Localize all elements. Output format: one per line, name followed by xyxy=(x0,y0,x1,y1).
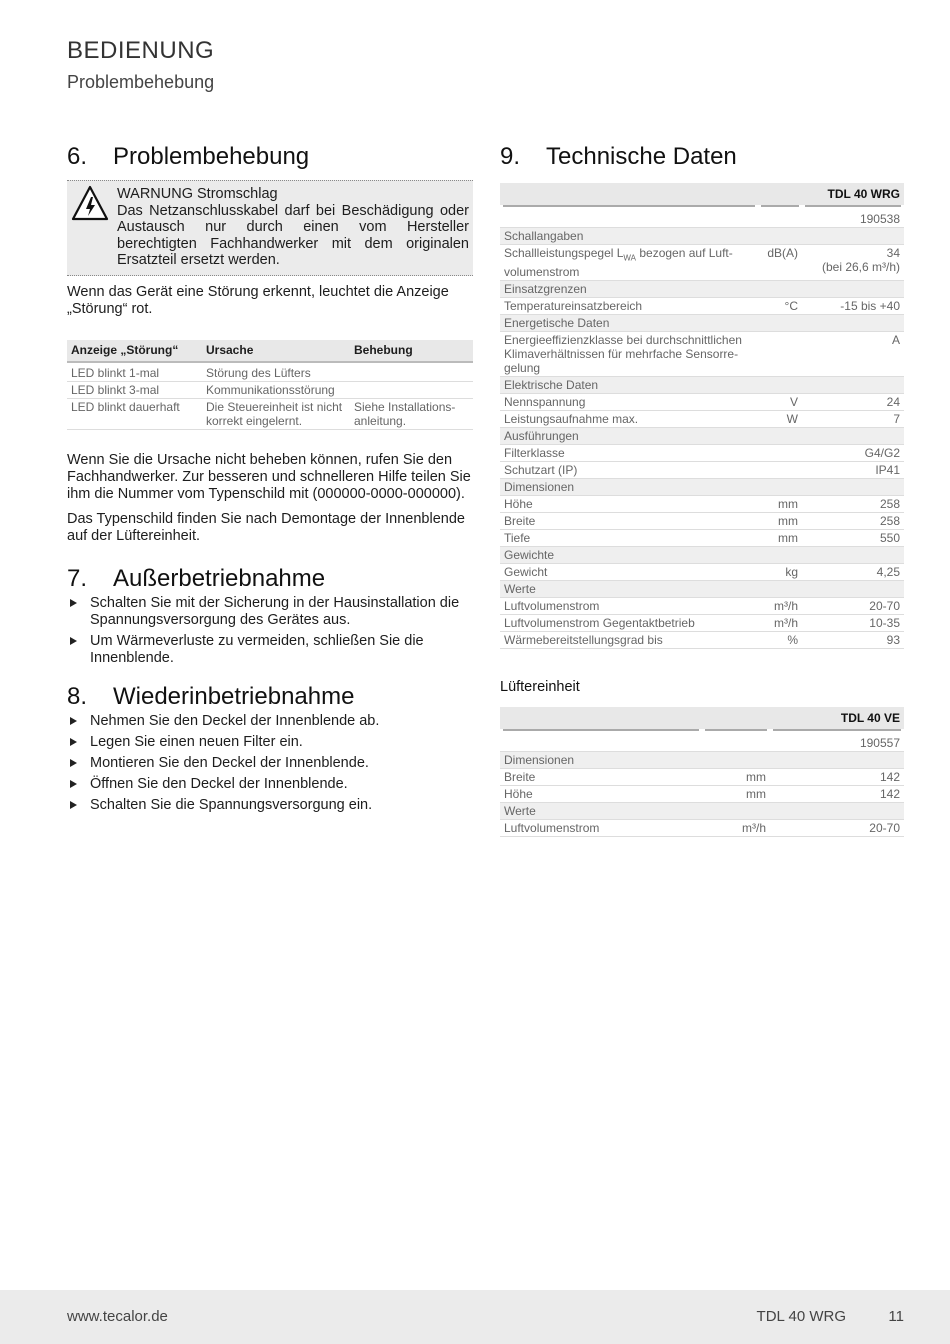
spec-unit: mm xyxy=(758,530,802,547)
spec-unit: mm xyxy=(702,769,770,786)
group-label: Elektrische Daten xyxy=(500,377,904,394)
table-row xyxy=(500,496,904,513)
list-item: Nehmen Sie den Deckel der Innenblende ab. xyxy=(67,713,473,730)
spec-label-part: Schallleistungspegel L xyxy=(504,246,624,260)
table-row xyxy=(500,298,904,315)
spec-value: 142 xyxy=(770,769,904,786)
group-row xyxy=(500,803,904,820)
spec-label: Temperatureinsatzbereich xyxy=(500,298,758,315)
article-row xyxy=(500,735,904,752)
spec-value: 24 xyxy=(802,394,904,411)
section-title: Wiederinbetriebnahme xyxy=(113,682,355,710)
group-label: Energetische Daten xyxy=(500,315,904,332)
spec-label: Filterklasse xyxy=(500,445,758,462)
spec-unit: % xyxy=(758,632,802,649)
model-row xyxy=(500,707,904,729)
spec-value: 7 xyxy=(802,411,904,428)
table-row xyxy=(67,365,473,382)
table-header: Anzeige „Störung“ xyxy=(67,340,202,365)
spec-value: 10-35 xyxy=(802,615,904,632)
section-number: 9. xyxy=(500,143,521,170)
model-row xyxy=(500,183,904,205)
left-column xyxy=(67,143,473,818)
spec-label: Leistungsaufnahme max. xyxy=(500,411,758,428)
spec-value: 142 xyxy=(770,786,904,803)
section-title: Außerbetriebnahme xyxy=(113,564,326,592)
spec-value xyxy=(802,245,904,281)
spec-label: Breite xyxy=(500,513,758,530)
spec-unit: m³/h xyxy=(758,598,802,615)
list-item: Schalten Sie die Spannungsversorgung ein. xyxy=(67,797,473,814)
spec-value: 20-70 xyxy=(802,598,904,615)
spec-label-part: bezogen auf Luft-volumenstrom xyxy=(504,246,733,280)
table-row xyxy=(500,598,904,615)
spec-unit: kg xyxy=(758,564,802,581)
table-row xyxy=(500,530,904,547)
spec-label: Luftvolumenstrom xyxy=(500,820,702,837)
spec-label: Luftvolumenstrom xyxy=(500,598,758,615)
list-item: Legen Sie einen neuen Filter ein. xyxy=(67,734,473,751)
table-cell: LED blinkt 1-mal xyxy=(67,365,202,382)
section-6-heading xyxy=(67,143,473,171)
group-row xyxy=(500,281,904,298)
section-number: 6. xyxy=(67,143,88,170)
spec-value: 550 xyxy=(802,530,904,547)
spec-value: A xyxy=(802,332,904,377)
list-item: Montieren Sie den Deckel der Innenblende. xyxy=(67,755,473,772)
group-row xyxy=(500,377,904,394)
group-label: Dimensionen xyxy=(500,752,904,769)
table-cell: Siehe Installations-anleitung. xyxy=(350,399,473,430)
step-list xyxy=(67,713,473,814)
spec-value-note: (bei 26,6 m³/h) xyxy=(821,260,900,274)
spec-value: G4/G2 xyxy=(802,445,904,462)
group-row xyxy=(500,752,904,769)
electric-warning-triangle-icon xyxy=(71,185,109,221)
group-row xyxy=(500,315,904,332)
group-label: Gewichte xyxy=(500,547,904,564)
right-column xyxy=(500,143,904,837)
header-title: BEDIENUNG xyxy=(67,37,215,64)
spec-unit: dB(A) xyxy=(758,245,802,281)
footer xyxy=(0,1290,950,1344)
subheading: Lüftereinheit xyxy=(500,679,580,696)
warning-box xyxy=(67,180,473,276)
spec-value-main: 34 xyxy=(886,246,900,260)
table-row xyxy=(500,615,904,632)
group-row xyxy=(500,547,904,564)
paragraph: Das Typenschild finden Sie nach Demontage der Innenblende auf der Lüftereinheit. xyxy=(67,510,465,544)
spec-label: Tiefe xyxy=(500,530,758,547)
spec-value: -15 bis +40 xyxy=(802,298,904,315)
table-header: Behebung xyxy=(350,340,473,365)
section-title: Problembehebung xyxy=(113,143,310,170)
step-list xyxy=(67,595,473,667)
table-row xyxy=(500,332,904,377)
table-cell: Störung des Lüfters xyxy=(202,365,350,382)
header-subtitle: Problembehebung xyxy=(67,72,215,92)
table-row xyxy=(500,564,904,581)
spec-unit: mm xyxy=(702,786,770,803)
group-row xyxy=(500,479,904,496)
paragraph: Wenn Sie die Ursache nicht beheben können, rufen Sie den Fachhandwerker. Zur besseren und schnelleren Hilfe teilen Sie ihm die Nummer vom Typenschild mit (000000-0000-000000). xyxy=(67,451,471,502)
group-row xyxy=(500,228,904,245)
fault-table xyxy=(67,340,473,430)
section-8-heading xyxy=(67,683,473,711)
spec-unit xyxy=(758,445,802,462)
spec-label: Nennspannung xyxy=(500,394,758,411)
list-item: Öffnen Sie den Deckel der Innenblende. xyxy=(67,776,473,793)
spec-label: Schutzart (IP) xyxy=(500,462,758,479)
table-row xyxy=(500,411,904,428)
spec-unit: °C xyxy=(758,298,802,315)
spec-value: 258 xyxy=(802,513,904,530)
table-header-row xyxy=(67,340,473,365)
page-number: 11 xyxy=(888,1308,904,1325)
section-9-heading xyxy=(500,143,904,171)
spec-label xyxy=(500,245,758,281)
group-label: Werte xyxy=(500,581,904,598)
spec-unit xyxy=(758,462,802,479)
article-row xyxy=(500,211,904,228)
spec-unit: W xyxy=(758,411,802,428)
table-row xyxy=(500,786,904,803)
table-cell: Die Steuereinheit ist nicht korrekt eingelernt. xyxy=(202,399,350,430)
article-number: 190538 xyxy=(500,211,904,228)
spec-label: Luftvolumenstrom Gegentaktbetrieb xyxy=(500,615,758,632)
article-number: 190557 xyxy=(500,735,904,752)
model-name: TDL 40 WRG xyxy=(500,183,904,205)
spec-label: Energieeffizienzklasse bei durchschnittlichen Klimaverhältnissen für mehrfache Sensorre-gelung xyxy=(500,332,758,377)
spec-unit: m³/h xyxy=(758,615,802,632)
footer-url: www.tecalor.de xyxy=(67,1308,168,1325)
group-row xyxy=(500,581,904,598)
spec-value: 4,25 xyxy=(802,564,904,581)
section-number: 8. xyxy=(67,682,88,710)
table-row xyxy=(500,394,904,411)
section-number: 7. xyxy=(67,564,88,592)
group-label: Einsatzgrenzen xyxy=(500,281,904,298)
table-row xyxy=(67,399,473,430)
tech-data-table xyxy=(500,707,904,837)
table-header: Ursache xyxy=(202,340,350,365)
group-row xyxy=(500,428,904,445)
table-cell xyxy=(350,365,473,382)
table-row xyxy=(500,820,904,837)
spec-label: Gewicht xyxy=(500,564,758,581)
table-cell xyxy=(350,382,473,399)
table-row xyxy=(500,245,904,281)
spec-label-subscript: WA xyxy=(623,253,637,263)
list-item: Um Wärmeverluste zu vermeiden, schließen Sie die Innenblende. xyxy=(67,633,473,667)
table-row xyxy=(500,632,904,649)
warning-title: WARNUNG Stromschlag xyxy=(117,186,278,202)
group-label: Dimensionen xyxy=(500,479,904,496)
spec-value: 93 xyxy=(802,632,904,649)
section-7-heading xyxy=(67,565,473,593)
group-label: Werte xyxy=(500,803,904,820)
tech-data-table xyxy=(500,183,904,649)
group-label: Ausführungen xyxy=(500,428,904,445)
table-row xyxy=(500,769,904,786)
table-cell: Kommunikationsstörung xyxy=(202,382,350,399)
spec-value: 258 xyxy=(802,496,904,513)
spec-label: Wärmebereitstellungsgrad bis xyxy=(500,632,758,649)
spec-label: Höhe xyxy=(500,496,758,513)
model-name: TDL 40 VE xyxy=(500,707,904,729)
list-item: Schalten Sie mit der Sicherung in der Hausinstallation die Spannungsversorgung des Gerätes aus. xyxy=(67,595,473,629)
spec-value: 20-70 xyxy=(770,820,904,837)
table-cell: LED blinkt dauerhaft xyxy=(67,399,202,430)
footer-model: TDL 40 WRG xyxy=(756,1308,846,1325)
spec-unit: mm xyxy=(758,496,802,513)
spec-unit xyxy=(758,332,802,377)
group-label: Schallangaben xyxy=(500,228,904,245)
warning-text: Das Netzanschlusskabel darf bei Beschädigung oder Austausch nur durch einen vom Hersteller berechtigten Fachhandwerker mit dem originalen Ersatzteil ersetzt werden. xyxy=(117,202,469,268)
spec-unit: mm xyxy=(758,513,802,530)
table-row xyxy=(500,445,904,462)
table-row xyxy=(67,382,473,399)
spec-label: Breite xyxy=(500,769,702,786)
paragraph: Wenn das Gerät eine Störung erkennt, leuchtet die Anzeige „Störung“ rot. xyxy=(67,283,449,317)
table-row xyxy=(500,462,904,479)
section-title: Technische Daten xyxy=(546,143,737,170)
table-row xyxy=(500,513,904,530)
spec-unit: m³/h xyxy=(702,820,770,837)
spec-value: IP41 xyxy=(802,462,904,479)
spec-unit: V xyxy=(758,394,802,411)
spec-label: Höhe xyxy=(500,786,702,803)
table-cell: LED blinkt 3-mal xyxy=(67,382,202,399)
